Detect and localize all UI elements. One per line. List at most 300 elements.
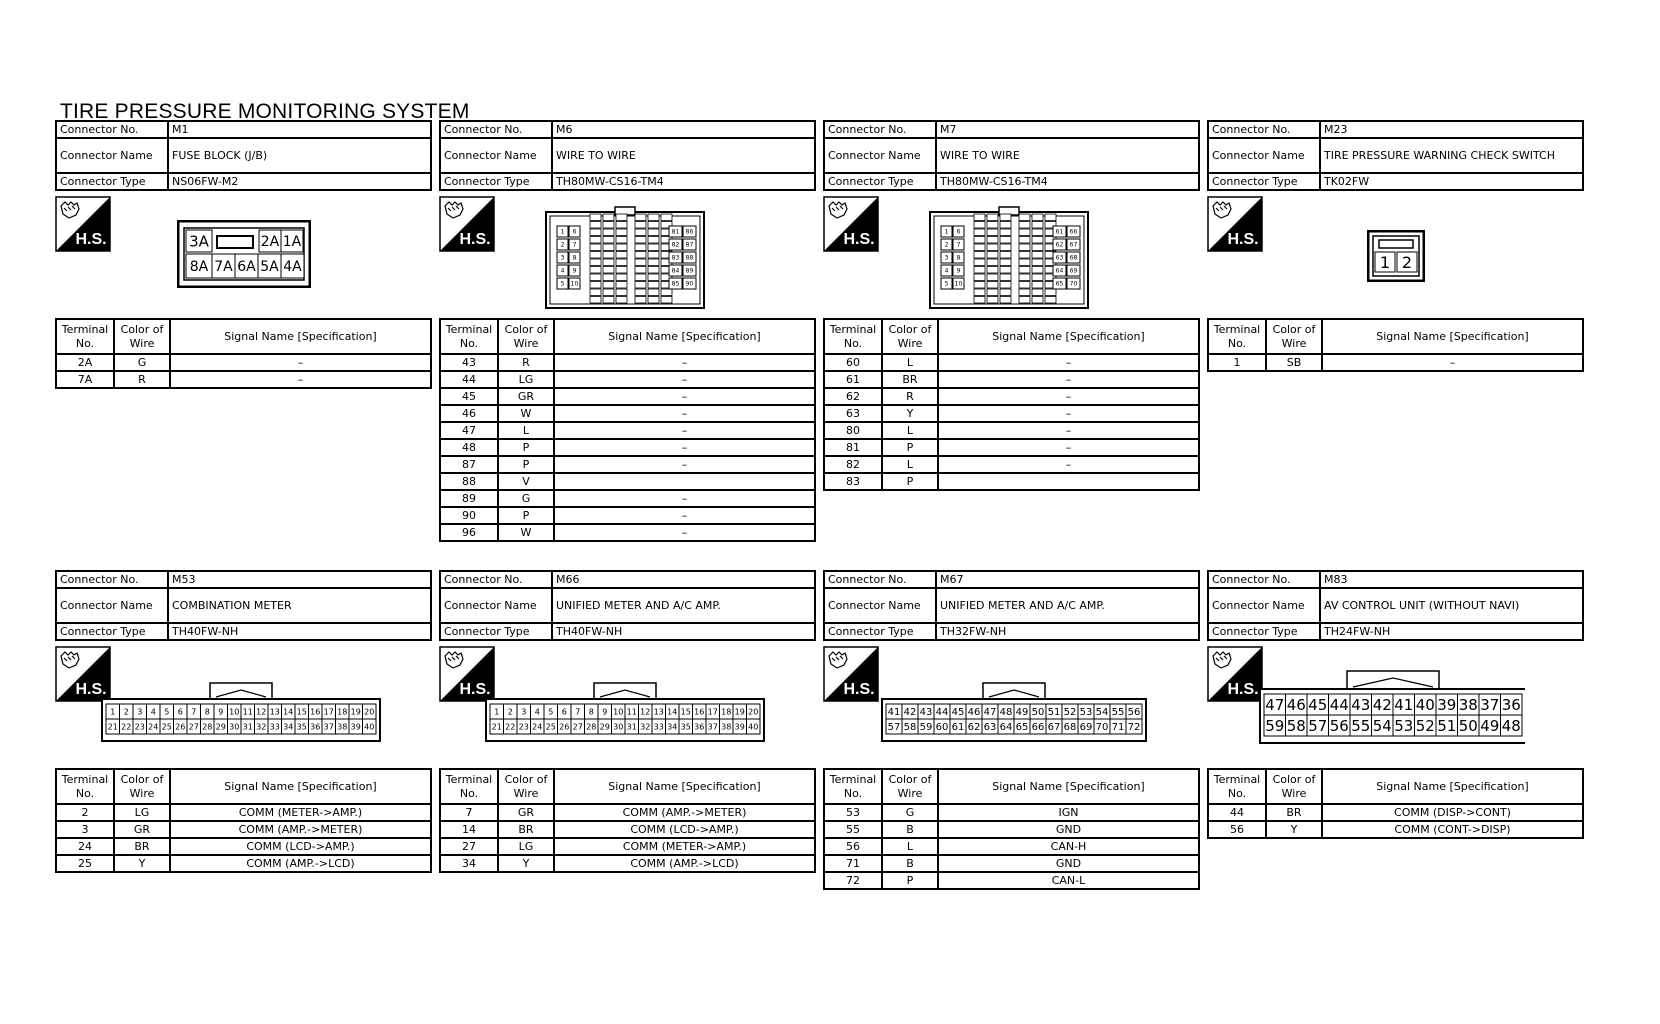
pin-label: 2 (123, 707, 129, 717)
pin-label: 49 (1480, 716, 1500, 735)
connector-type-row (56, 173, 431, 190)
signal-name: – (554, 490, 815, 507)
wire-color: LG (498, 371, 554, 388)
connector-block-m66 (439, 570, 816, 870)
wire-color: LG (114, 804, 170, 821)
terminal-row (824, 439, 1199, 456)
terminal-table-header (56, 319, 431, 354)
pin-label: 20 (748, 707, 759, 717)
hs-label: H.S. (1227, 681, 1259, 698)
terminal-table-header (440, 319, 815, 354)
connector-info-table (55, 570, 432, 641)
wire-color: G (114, 354, 170, 371)
terminal-no: 87 (440, 456, 498, 473)
signal-name-header: Signal Name [Specification] (1322, 319, 1583, 354)
terminal-table-header (824, 769, 1199, 804)
pin-label: 6 (177, 707, 183, 717)
signal-name: – (554, 524, 815, 541)
connector-no-row (824, 121, 1199, 138)
pin-label: 40 (364, 722, 375, 732)
pin-label: 3A (189, 232, 209, 251)
signal-name: COMM (DISP->CONT) (1322, 804, 1583, 821)
pin-label: 8 (572, 254, 577, 262)
terminal-no-header: Terminal No. (824, 319, 882, 354)
wire-color: L (498, 422, 554, 439)
terminal-table (55, 318, 432, 389)
hs-label: H.S. (843, 231, 875, 248)
pin-label: 38 (337, 722, 348, 732)
terminal-table (55, 768, 432, 873)
pin-label: 43 (919, 707, 933, 719)
connector-block-m83 (1207, 570, 1584, 836)
pin-label: 1 (944, 228, 949, 236)
terminal-row (824, 354, 1199, 371)
wire-color: P (498, 456, 554, 473)
pin-label: 27 (188, 722, 199, 732)
pin-label: 33 (269, 722, 280, 732)
pin-label: 28 (202, 722, 213, 732)
pin-label: 39 (734, 722, 745, 732)
pin-label: 9 (602, 707, 608, 717)
signal-name: – (938, 405, 1199, 422)
pin-label: 7 (956, 241, 961, 249)
pin-label: 7 (191, 707, 197, 717)
connector-type-label: Connector Type (1208, 623, 1320, 640)
pin-label: 44 (1329, 695, 1349, 714)
pin-label: 3 (944, 254, 949, 262)
terminal-row (440, 371, 815, 388)
connector-face-diagram (485, 682, 767, 742)
signal-name-header: Signal Name [Specification] (554, 769, 815, 804)
terminal-row (440, 855, 815, 872)
pin-label: 8 (588, 707, 594, 717)
wire-color: B (882, 821, 938, 838)
signal-name: COMM (LCD->AMP.) (170, 838, 431, 855)
pin-label: 34 (283, 722, 294, 732)
terminal-row (440, 405, 815, 422)
pin-label: 89 (685, 267, 694, 275)
connector-name-value: AV CONTROL UNIT (WITHOUT NAVI) (1320, 588, 1583, 623)
pin-label: 85 (671, 280, 680, 288)
connector-name-value: COMBINATION METER (168, 588, 431, 623)
connector-name-value: WIRE TO WIRE (936, 138, 1199, 173)
terminal-no: 7A (56, 371, 114, 388)
connector-type-label: Connector Type (440, 173, 552, 190)
pin-label: 23 (518, 722, 529, 732)
pin-label: 48 (1501, 716, 1521, 735)
wire-color: R (498, 354, 554, 371)
connector-no-value: M83 (1320, 571, 1583, 588)
pin-label: 24 (532, 722, 543, 732)
connector-type-value: TH40FW-NH (552, 623, 815, 640)
pin-label: 4 (560, 267, 565, 275)
pin-label: 34 (667, 722, 678, 732)
signal-name-header: Signal Name [Specification] (1322, 769, 1583, 804)
pin-label: 54 (1095, 707, 1109, 719)
color-of-wire-header: Color of Wire (882, 319, 938, 354)
color-of-wire-header: Color of Wire (1266, 319, 1322, 354)
terminal-row (824, 422, 1199, 439)
signal-name: – (938, 354, 1199, 371)
terminal-no: 89 (440, 490, 498, 507)
connector-info-table (823, 120, 1200, 191)
terminal-no: 80 (824, 422, 882, 439)
pin-label: 5 (944, 280, 949, 288)
pin-label: 31 (626, 722, 637, 732)
pin-label: 70 (1069, 280, 1078, 288)
pin-label: 49 (1015, 707, 1029, 719)
pin-label: 36 (694, 722, 705, 732)
signal-name: – (554, 371, 815, 388)
pin-label: 10 (229, 707, 240, 717)
pin-label: 68 (1069, 254, 1078, 262)
pin-label: 40 (1415, 695, 1435, 714)
signal-name: – (170, 371, 431, 388)
connector-info-table (439, 120, 816, 191)
pin-label: 8A (189, 259, 209, 276)
pin-label: 87 (685, 241, 694, 249)
terminal-table-header (56, 769, 431, 804)
connector-info-table (823, 570, 1200, 641)
pin-label: 56 (1329, 716, 1349, 735)
connector-name-label: Connector Name (440, 138, 552, 173)
terminal-row (824, 405, 1199, 422)
terminal-table-header (440, 769, 815, 804)
signal-name: COMM (METER->AMP.) (170, 804, 431, 821)
terminal-row (56, 838, 431, 855)
terminal-no-header: Terminal No. (440, 319, 498, 354)
signal-name: CAN-L (938, 872, 1199, 889)
wire-color: BR (1266, 804, 1322, 821)
pin-label: 16 (310, 707, 321, 717)
hs-label: H.S. (75, 681, 107, 698)
wire-color: P (882, 473, 938, 490)
pin-label: 9 (956, 267, 961, 275)
terminal-row (56, 855, 431, 872)
pin-label: 1 (560, 228, 565, 236)
pin-label: 55 (1111, 707, 1125, 719)
connector-no-value: M23 (1320, 121, 1583, 138)
connector-name-row (56, 588, 431, 623)
pin-label: 38 (721, 722, 732, 732)
pin-label: 35 (680, 722, 691, 732)
signal-name: – (1322, 354, 1583, 371)
pin-label: 8 (956, 254, 961, 262)
connector-name-label: Connector Name (56, 138, 168, 173)
pin-label: 37 (1480, 695, 1500, 714)
terminal-no: 63 (824, 405, 882, 422)
pin-label: 13 (653, 707, 664, 717)
pin-label: 1A (282, 234, 302, 251)
terminal-no: 60 (824, 354, 882, 371)
pin-label: 72 (1127, 722, 1141, 734)
pin-label: 53 (1394, 716, 1414, 735)
connector-type-row (824, 173, 1199, 190)
signal-name: COMM (METER->AMP.) (554, 838, 815, 855)
pin-label: 7A (214, 259, 233, 276)
connector-no-value: M1 (168, 121, 431, 138)
connector-type-row (1208, 173, 1583, 190)
terminal-no: 55 (824, 821, 882, 838)
terminal-row (440, 821, 815, 838)
pin-label: 86 (685, 228, 694, 236)
connector-type-value: TH32FW-NH (936, 623, 1199, 640)
signal-name: – (938, 422, 1199, 439)
terminal-row (56, 371, 431, 388)
connector-block-m7 (823, 120, 1200, 488)
connector-name-row (440, 138, 815, 173)
terminal-row (440, 354, 815, 371)
connector-name-row (824, 138, 1199, 173)
pin-label: 5 (560, 280, 565, 288)
terminal-no: 47 (440, 422, 498, 439)
signal-name-header: Signal Name [Specification] (170, 319, 431, 354)
terminal-no: 72 (824, 872, 882, 889)
connector-type-value: TH80MW-CS16-TM4 (936, 173, 1199, 190)
pin-label: 62 (1055, 241, 1064, 249)
pin-label: 45 (951, 707, 965, 719)
terminal-table (439, 768, 816, 873)
terminal-row (824, 371, 1199, 388)
pin-label: 41 (1394, 695, 1414, 714)
pin-label: 51 (1047, 707, 1061, 719)
signal-name: – (554, 507, 815, 524)
pin-label: 52 (1063, 707, 1077, 719)
wire-color: G (498, 490, 554, 507)
connector-type-value: TH40FW-NH (168, 623, 431, 640)
harness-side-icon (439, 196, 495, 252)
terminal-row (440, 388, 815, 405)
connector-no-label: Connector No. (1208, 571, 1320, 588)
connector-type-value: TH24FW-NH (1320, 623, 1583, 640)
pin-label: 59 (1265, 716, 1285, 735)
signal-name: – (938, 371, 1199, 388)
terminal-no: 88 (440, 473, 498, 490)
signal-name-header: Signal Name [Specification] (554, 319, 815, 354)
pin-label: 5 (164, 707, 170, 717)
connector-no-label: Connector No. (440, 121, 552, 138)
terminal-row (440, 422, 815, 439)
terminal-table (439, 318, 816, 542)
connector-name-row (440, 588, 815, 623)
signal-name: – (554, 439, 815, 456)
pin-label: 23 (134, 722, 145, 732)
pin-label: 58 (1286, 716, 1306, 735)
connector-no-label: Connector No. (440, 571, 552, 588)
signal-name-header: Signal Name [Specification] (938, 769, 1199, 804)
pin-label: 69 (1069, 267, 1078, 275)
pin-label: 6 (561, 707, 567, 717)
signal-name: – (554, 456, 815, 473)
terminal-row (440, 524, 815, 541)
pin-label: 17 (707, 707, 718, 717)
terminal-row (440, 507, 815, 524)
signal-name: – (554, 405, 815, 422)
signal-name: GND (938, 821, 1199, 838)
pin-label: 82 (671, 241, 680, 249)
terminal-no: 45 (440, 388, 498, 405)
terminal-no: 62 (824, 388, 882, 405)
pin-label: 67 (1047, 722, 1061, 734)
pin-label: 41 (887, 707, 901, 719)
connector-face-diagram (881, 682, 1149, 742)
wire-color: Y (882, 405, 938, 422)
pin-label: 2 (944, 241, 949, 249)
pin-label: 6A (237, 259, 256, 276)
signal-name: COMM (AMP.->METER) (554, 804, 815, 821)
connector-name-label: Connector Name (1208, 138, 1320, 173)
signal-name-header: Signal Name [Specification] (938, 319, 1199, 354)
pin-label: 5A (260, 259, 279, 276)
color-of-wire-header: Color of Wire (882, 769, 938, 804)
connector-type-label: Connector Type (56, 623, 168, 640)
hs-label: H.S. (459, 231, 491, 248)
connector-face-diagram (545, 206, 705, 310)
pin-label: 36 (1501, 695, 1521, 714)
pin-label: 2 (1401, 252, 1413, 272)
pin-label: 39 (1437, 695, 1457, 714)
connector-block-m1 (55, 120, 432, 386)
pin-label: 1 (1379, 252, 1391, 272)
terminal-no-header: Terminal No. (440, 769, 498, 804)
wire-color: V (498, 473, 554, 490)
pin-label: 37 (707, 722, 718, 732)
pin-label: 56 (1127, 707, 1141, 719)
terminal-row (440, 838, 815, 855)
pin-label: 32 (256, 722, 267, 732)
harness-side-icon (823, 196, 879, 252)
connector-info-table (1207, 570, 1584, 641)
pin-label: 61 (951, 722, 965, 734)
connector-no-row (440, 121, 815, 138)
pin-label: 15 (296, 707, 307, 717)
connector-type-row (440, 173, 815, 190)
pin-label: 18 (337, 707, 348, 717)
pin-label: 11 (626, 707, 637, 717)
terminal-no: 24 (56, 838, 114, 855)
pin-label: 50 (1458, 716, 1478, 735)
pin-label: 8 (204, 707, 210, 717)
connector-no-label: Connector No. (1208, 121, 1320, 138)
pin-label: 90 (685, 280, 694, 288)
wire-color: SB (1266, 354, 1322, 371)
wire-color: P (882, 872, 938, 889)
connector-block-m23 (1207, 120, 1584, 369)
wire-color: Y (498, 855, 554, 872)
terminal-no-header: Terminal No. (1208, 769, 1266, 804)
terminal-table-header (1208, 319, 1583, 354)
pin-label: 16 (694, 707, 705, 717)
pin-label: 2 (507, 707, 513, 717)
pin-label: 51 (1437, 716, 1457, 735)
connector-no-label: Connector No. (56, 121, 168, 138)
pin-label: 42 (903, 707, 917, 719)
signal-name: – (938, 388, 1199, 405)
pin-label: 1 (494, 707, 500, 717)
terminal-no-header: Terminal No. (56, 319, 114, 354)
connector-block-m6 (439, 120, 816, 539)
signal-name: IGN (938, 804, 1199, 821)
wire-color: W (498, 405, 554, 422)
pin-label: 46 (1286, 695, 1306, 714)
pin-label: 42 (1372, 695, 1392, 714)
connector-name-value: UNIFIED METER AND A/C AMP. (552, 588, 815, 623)
pin-label: 40 (748, 722, 759, 732)
connector-no-row (1208, 571, 1583, 588)
connector-type-label: Connector Type (1208, 173, 1320, 190)
color-of-wire-header: Color of Wire (114, 319, 170, 354)
connector-type-value: TK02FW (1320, 173, 1583, 190)
signal-name: COMM (AMP.->LCD) (170, 855, 431, 872)
connector-name-value: TIRE PRESSURE WARNING CHECK SWITCH (1320, 138, 1583, 173)
pin-label: 13 (269, 707, 280, 717)
harness-side-icon (1207, 196, 1263, 252)
connector-name-label: Connector Name (440, 588, 552, 623)
color-of-wire-header: Color of Wire (498, 769, 554, 804)
pin-label: 37 (323, 722, 334, 732)
wire-color: BR (882, 371, 938, 388)
terminal-row (440, 439, 815, 456)
pin-label: 5 (548, 707, 554, 717)
terminal-no: 90 (440, 507, 498, 524)
pin-label: 64 (1055, 267, 1064, 275)
pin-label: 22 (505, 722, 516, 732)
connector-type-row (56, 623, 431, 640)
connector-info-table (55, 120, 432, 191)
terminal-table-header (824, 319, 1199, 354)
pin-label: 50 (1031, 707, 1045, 719)
pin-label: 55 (1351, 716, 1371, 735)
pin-label: 3 (560, 254, 565, 262)
connector-no-label: Connector No. (824, 571, 936, 588)
hs-label: H.S. (459, 681, 491, 698)
pin-label: 46 (967, 707, 981, 719)
pin-label: 60 (935, 722, 949, 734)
terminal-no: 3 (56, 821, 114, 838)
signal-name: CAN-H (938, 838, 1199, 855)
connector-no-value: M53 (168, 571, 431, 588)
wire-color: L (882, 838, 938, 855)
pin-label: 39 (350, 722, 361, 732)
pin-label: 71 (1111, 722, 1125, 734)
pin-label: 57 (887, 722, 901, 734)
connector-name-value: WIRE TO WIRE (552, 138, 815, 173)
connector-type-label: Connector Type (824, 623, 936, 640)
pin-label: 18 (721, 707, 732, 717)
connector-name-row (56, 138, 431, 173)
terminal-no: 83 (824, 473, 882, 490)
pin-label: 52 (1415, 716, 1435, 735)
harness-side-icon (55, 196, 111, 252)
terminal-row (824, 473, 1199, 490)
pin-label: 44 (935, 707, 949, 719)
connector-no-row (56, 571, 431, 588)
pin-label: 27 (572, 722, 583, 732)
connector-name-row (1208, 138, 1583, 173)
pin-label: 29 (599, 722, 610, 732)
pin-label: 15 (680, 707, 691, 717)
terminal-table-header (1208, 769, 1583, 804)
signal-name: – (938, 439, 1199, 456)
wire-color: BR (498, 821, 554, 838)
connector-type-label: Connector Type (56, 173, 168, 190)
harness-side-icon (823, 646, 879, 702)
pin-label: 33 (653, 722, 664, 732)
connector-info-table (1207, 120, 1584, 191)
connector-no-label: Connector No. (824, 121, 936, 138)
terminal-no: 2 (56, 804, 114, 821)
pin-label: 32 (640, 722, 651, 732)
